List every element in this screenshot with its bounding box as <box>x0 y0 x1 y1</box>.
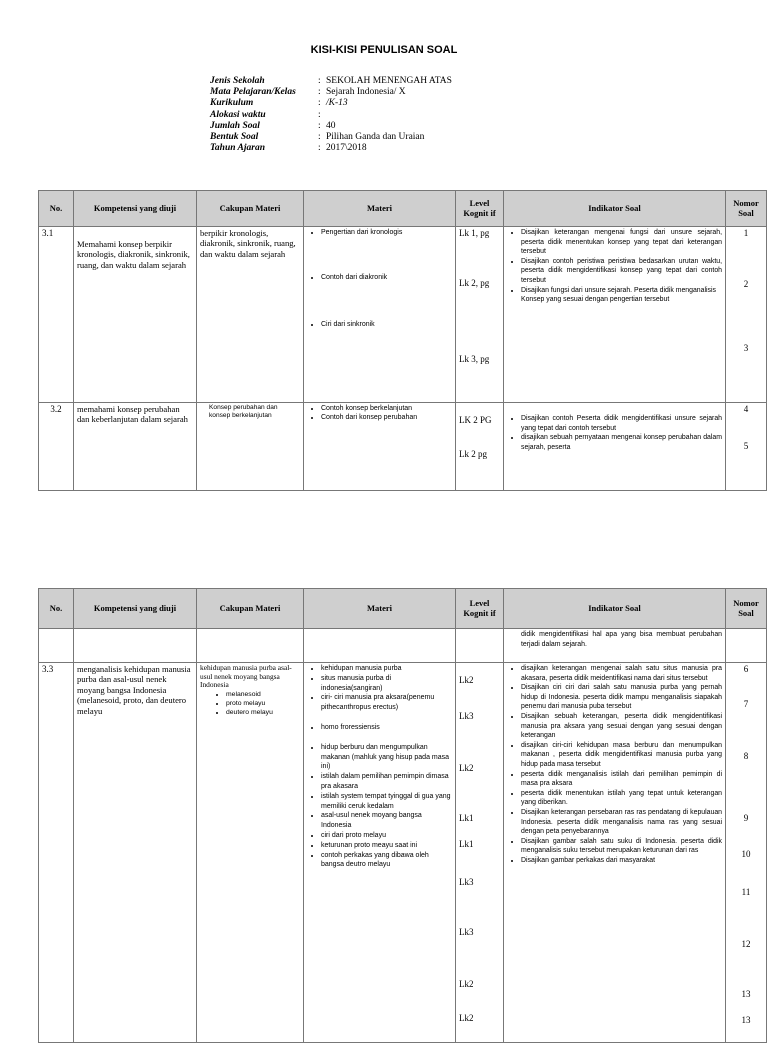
row-indikator: • Disajikan keterangan mengenai fungsi dari unsure sejarah, peserta didik menentukan konsep yang tepat dari keterangan tersebut • Disajikan contoh peristiwa peristiwa bedasarkan urutan waktu, peserta didik mengidentifikasi konsep yang tepat dari contoh tersebut • Disajikan fungsi dari unsure sejarah. Peserta didik menganalisis Konsep yang sesuai dengan pengertian tersebut <box>504 227 726 403</box>
list-item: • ciri- ciri manusia pra aksara(penemu pithecanthropus erectus) <box>321 693 452 713</box>
list-item: • kehidupan manusia purba <box>321 664 452 674</box>
header-kompetensi: Kompetensi yang diuji <box>74 191 197 227</box>
row-cakupan <box>197 629 304 663</box>
list-item: • homo froressiensis <box>321 723 452 733</box>
list-item: • Disajikan gambar perkakas dari masyarakat <box>521 856 722 866</box>
row-nomor: 6 7 8 9 10 11 12 13 13 <box>726 663 767 1043</box>
table-row <box>39 227 767 403</box>
header-nomor: Nomor Soal <box>726 589 767 629</box>
row-level: Lk 1, pg Lk 2, pg Lk 3, pg <box>456 227 504 403</box>
header-materi: Materi <box>304 589 456 629</box>
list-item: • Disajikan contoh peristiwa peristiwa bedasarkan urutan waktu, peserta didik mengidentifikasi konsep yang tepat dari contoh tersebut <box>521 257 722 286</box>
row-level: LK 2 PG Lk 2 pg <box>456 403 504 491</box>
row-indikator: didik mengidentifikasi hal apa yang bisa membuat perubahan terjadi dalam sejarah. <box>504 629 726 663</box>
meta-row: Mata Pelajaran/Kelas : Sejarah Indonesia/ X <box>210 87 406 98</box>
table-row <box>39 663 767 1043</box>
list-item: • Disajikan fungsi dari unsure sejarah. Peserta didik menganalisis <box>521 286 722 296</box>
row-indikator <box>504 403 726 491</box>
table-row <box>39 403 767 491</box>
row-materi <box>304 403 456 491</box>
list-item: • Disajikan contoh Peserta didik mengidentifikasi unsure sejarah yang tepat dari contoh tersebut <box>521 414 722 433</box>
row-kompetensi: memahami konsep perubahan dan keberlanjutan dalam sejarah <box>74 403 197 491</box>
header-row <box>39 191 767 227</box>
table-row <box>39 629 767 663</box>
header-no: No. <box>39 191 74 227</box>
list-item: • proto melayu <box>226 699 300 708</box>
header-level: Level Kognit if <box>456 191 504 227</box>
header-no: No. <box>39 589 74 629</box>
row-cakupan: kehidupan manusia purba asal-usul nenek moyang bangsa Indonesia • melanesoid • proto melayu • deutero melayu <box>197 663 304 1043</box>
list-item: • peserta didik menganalisis istilah dari pemilihan pemimpin di masa pra aksara <box>521 770 722 789</box>
header-materi: Materi <box>304 191 456 227</box>
meta-row: Alokasi waktu : <box>210 109 321 120</box>
header-indikator: Indikator Soal <box>504 589 726 629</box>
row-materi <box>304 227 456 403</box>
row-materi <box>304 629 456 663</box>
list-item: • asal-usul nenek moyang bangsa Indonesia <box>321 811 452 831</box>
header-nomor: Nomor Soal <box>726 191 767 227</box>
row-kompetensi: Memahami konsep berpikir kronologis, diakronik, sinkronik, ruang, dan waktu dalam sejarah <box>74 227 197 403</box>
list-item: • hidup berburu dan mengumpulkan makanan (mahluk yang hisup pada masa ini) <box>321 743 452 772</box>
header-level: Level Kognit if <box>456 589 504 629</box>
list-item: • disajikan sebuah pernyataan mengenai konsep perubahan dalam sejarah, peserta <box>521 433 722 452</box>
header-cakupan: Cakupan Materi <box>197 191 304 227</box>
row-cakupan: Konsep perubahan dan konsep berkelanjutan <box>197 403 304 491</box>
list-item: • situs manusia purba di indonesia(sangiran) <box>321 674 452 694</box>
list-item: • Contoh dari konsep perubahan <box>321 413 452 422</box>
list-item: • Disajikan gambar salah satu suku di Indonesia. peserta didik menganalisis suku tersebut merupakan keturunan dari ras <box>521 837 722 856</box>
grid-table-1 <box>38 190 767 491</box>
list-item: • Disajikan sebuah keterangan, peserta didik mengidentifikasi manusia pra aksara yang sesuai dengan yang sesuai dengan keterangan <box>521 712 722 741</box>
header-cakupan: Cakupan Materi <box>197 589 304 629</box>
row-no: 3.1 <box>39 227 74 403</box>
row-nomor <box>726 629 767 663</box>
list-item: • peserta didik menentukan istilah yang tepat untuk keterangan yang diberikan. <box>521 789 722 808</box>
list-item: • istilah dalam pemilihan pemimpin dimasa pra akasara <box>321 772 452 792</box>
list-item: • disajikan keterangan mengenai salah satu situs manusia pra akasara, peserta didik meidentifikasi nama dari situs tersebut <box>521 664 722 683</box>
list-item: • Disajikan keterangan persebaran ras ras pendatang di kepulauan Indonesia. peserta didik menganalisis nama ras yang sesuai dengan peta penyebarannya <box>521 808 722 837</box>
meta-row: Jenis Sekolah : SEKOLAH MENENGAH ATAS <box>210 76 452 86</box>
row-kompetensi <box>74 629 197 663</box>
header-indikator: Indikator Soal <box>504 191 726 227</box>
list-item: • ciri dari proto melayu <box>321 831 452 841</box>
meta-row: Kurikulum : /K-13 <box>210 98 348 109</box>
grid-table-2 <box>38 588 767 1043</box>
row-kompetensi: menganalisis kehidupan manusia purba dan asal-usul nenek moyang bangsa Indonesia (melanesoid, proto, dan deutero melayu <box>74 663 197 1043</box>
list-item: • Contoh konsep berkelanjutan <box>321 404 452 413</box>
row-nomor: 4 5 <box>726 403 767 491</box>
row-materi <box>304 663 456 1043</box>
list-item: • Ciri dari sinkronik <box>321 320 452 329</box>
row-no <box>39 629 74 663</box>
page-title: KISI-KISI PENULISAN SOAL <box>310 44 458 56</box>
meta-row: Bentuk Soal : Pilihan Ganda dan Uraian <box>210 132 425 143</box>
list-item: • keturunan proto meayu saat ini <box>321 841 452 851</box>
list-item: • Disajikan ciri ciri dari salah satu manusia purba yang pernah hidup di Indonesia. peserta didik mampu menganalisis siapakah penemu dari manusia puba tersebut <box>521 683 722 712</box>
list-item: • disajikan ciri-ciri kehidupan masa berburu dan menumpulkan makanan , peserta didik mengidentifikasi manusia purba yang hidup pada masa tersebut <box>521 741 722 770</box>
row-nomor: 1 2 3 <box>726 227 767 403</box>
row-cakupan: berpikir kronologis, diakronik, sinkronik, ruang, dan waktu dalam sejarah <box>197 227 304 403</box>
row-level <box>456 629 504 663</box>
meta-row: Jumlah Soal : 40 <box>210 120 336 131</box>
list-item: • melanesoid <box>226 690 300 699</box>
row-indikator <box>504 663 726 1043</box>
list-item: • contoh perkakas yang dibawa oleh bangsa deutro melayu <box>321 851 452 871</box>
list-item: • Pengertian dari kronologis <box>321 228 452 237</box>
row-no: 3.2 <box>39 403 74 491</box>
row-no: 3.3 <box>39 663 74 1043</box>
header-kompetensi: Kompetensi yang diuji <box>74 589 197 629</box>
list-item: • deutero melayu <box>226 708 300 717</box>
meta-row: Tahun Ajaran : 2017\2018 <box>210 143 367 154</box>
list-item: • istilah system tempat tyinggal di gua yang memiliki ceruk kedalam <box>321 792 452 812</box>
row-level: Lk2 Lk3 Lk2 Lk1 Lk1 Lk3 Lk3 Lk2 Lk2 <box>456 663 504 1043</box>
list-item: • Contoh dari diakronik <box>321 273 452 282</box>
list-item: • Disajikan keterangan mengenai fungsi dari unsure sejarah, peserta didik menentukan konsep yang tepat dari keterangan tersebut <box>521 228 722 257</box>
meta-info <box>210 76 452 154</box>
header-row <box>39 589 767 629</box>
